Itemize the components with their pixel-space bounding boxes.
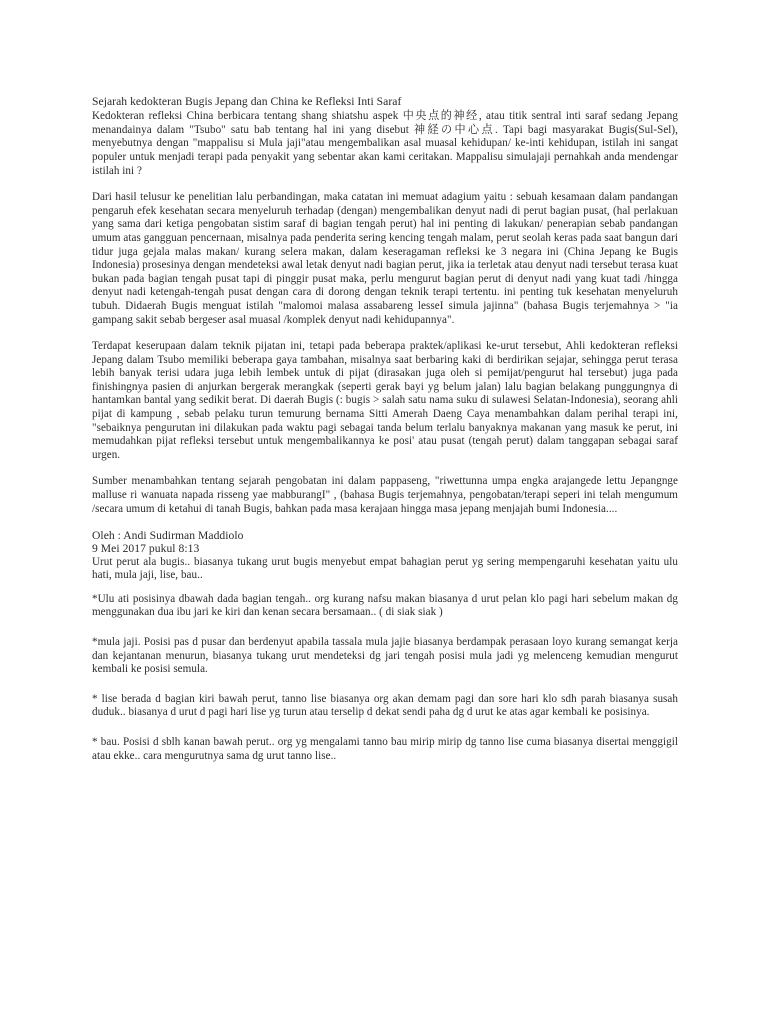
paragraph-research: Dari hasil telusur ke penelitian lalu perbandingan, maka catatan ini memuat adagium yaitu : sebuah kesamaan dalam pandangan pengaruh efek kesehatan secara menyeluruh terhadap (dengan) mengembalikan denyut nadi di perut bagian pusat, (hal perlakuan yang sama dari ketiga pengobatan sistim saraf di bagian tengah perut) hal ini penting di lakukan/ penerapian sebab pandangan umum atas gangguan pencernaan, misalnya pada penderita sering kencing tengah malam, perut seolah keras pada saat bangun dari tidur juga gejala malas makan/ kurang selera makan, dalam keseragaman refleksi ke 3 negara ini (China Jepang ke Bugis Indonesia) prosesinya dengan mendeteksi awal letak denyut nadi bagian perut, jika ia terletak atau denyut nadi tersebut terasa kuat bukan pada bagian tengah pusat tapi di pinggir pusat maka, perlu mengurut bagian perut di denyut nadi yang kuat tadi /hingga denyut nadi ketengah-tengah pusat dengan cara di dorong dengan teknik terapi tertentu. ini penting tuk kesehatan menyeluruh tubuh. Didaerah Bugis menguat istilah "malomoi malasa assabareng lesseI simula jajinna" (bahasa Bugis terjemahnya > "ia gampang sakit sebab bergeser asal muasal /komplek denyut nadi kehidupannya". — [92, 191, 678, 326]
document-title: Sejarah kedokteran Bugis Jepang dan China ke Refleksi Inti Saraf — [92, 95, 402, 108]
note-intro: Urut perut ala bugis.. biasanya tukang urut bugis menyebut empat bahagian perut yg sering mempengaruhi kesehatan yaitu ulu hati, mula jaji, lise, bau.. — [92, 555, 678, 582]
paragraph-intro: Kedokteran refleksi China berbicara tentang shang shiatshu aspek 中央点的神经, atau titik sentral inti saraf sedang Jepang menandainya dalam "Tsubo" satu bab tentang hal ini yang disebut 神経の中心点. Tapi bagi masyarakat Bugis(Sul-Sel), menyebutnya dengan "mappalisu si Mula jaji"atau mengembalikan asal muasal kehidupan/ ke-inti kehidupan, istilah ini sangat populer untuk menjadi terapi pada penyakit yang sebentar akan kami ceritakan. Mappalisu simulajaji pernahkah anda mendengar istilah ini ? — [92, 110, 678, 177]
date-line: 9 Mei 2017 pukul 8:13 — [92, 542, 200, 556]
note-lise: * lise berada d bagian kiri bawah perut, tanno lise biasanya org akan demam pagi dan sore hari klo sdh parah biasanya susah duduk.. biasanya d urut d pagi hari lise yg turun atau terselip d dekat sendi paha dg d urut ke atas agar kembali ke posisinya. — [92, 692, 678, 719]
author-line: Oleh : Andi Sudirman Maddiolo — [92, 529, 244, 543]
paragraph-source: Sumber menambahkan tentang sejarah pengobatan ini dalam pappaseng, "riwettunna umpa engka arajangede lettu Jepangnge malluse ri wanuata napada risseng yae mabburangI" , (bahasa Bugis terjemahnya, pengobatan/terapi seperi ini telah mengumum /secara umum di ketahui di tanah Bugis, bahkan pada masa kerajaan hingga masa jepang menjajah bumi Indonesia.... — [92, 475, 678, 515]
paragraph-technique: Terdapat keserupaan dalam teknik pijatan ini, tetapi pada beberapa praktek/aplikasi ke-urut tersebut, Ahli kedokteran refleksi Jepang dalam Tsubo memiliki beberapa gaya tambahan, misalnya saat berbaring kaki di berdirikan sejajar, sehingga perut terasa lebih banyak terisi udara juga lebih lembek untuk di pijat (dirasakan juga oleh si pemijat/pengurut hal tersebut) juga pada finishingnya pasien di anjurkan bergerak merangkak (seperti gerak bayi yg belum jalan) lalu bagian belakang punggungnya di hantamkan bantal yang sedikit berat. Di daerah Bugis (: bugis > salah satu nama suku di sulawesi Selatan-Indonesia), seorang ahli pijat di kampung , sebab pelaku turun temurung bernama Sitti Amerah Daeng Caya menambahkan dalam perihal terapi ini, "sebaiknya pengurutan ini dilakukan pada waktu pagi sebagai tanda belum terlalu banyaknya makanan yang masuk ke perut, ini memudahkan pijat refleksi tersebut untuk mengembalikannya ke posi' atau pusat (tengah perut) dalam tanggapan sebagai saraf urgen. — [92, 340, 678, 461]
note-mula-jaji: *mula jaji. Posisi pas d pusar dan berdenyut apabila tassala mula jajie biasanya berdampak perasaan loyo kurang semangat kerja dan kejantanan menurun, biasanya tukang urut mendeteksi dg jari tengah posisi mula jadi yg melenceng kemudian mengurut kembali ke posisi semula. — [92, 636, 678, 676]
note-ulu-ati: *Ulu ati posisinya dbawah dada bagian tengah.. org kurang nafsu makan biasanya d urut pelan klo pagi hari sebelum makan dg menggunakan dua ibu jari ke kiri dan kenan secara bersamaan.. ( di siak siak ) — [92, 592, 678, 619]
note-bau: * bau. Posisi d sblh kanan bawah perut.. org yg mengalami tanno bau mirip mirip dg tanno lise cuma biasanya disertai menggigil atau ekke.. cara mengurutnya sama dg urut tanno lise.. — [92, 735, 678, 762]
